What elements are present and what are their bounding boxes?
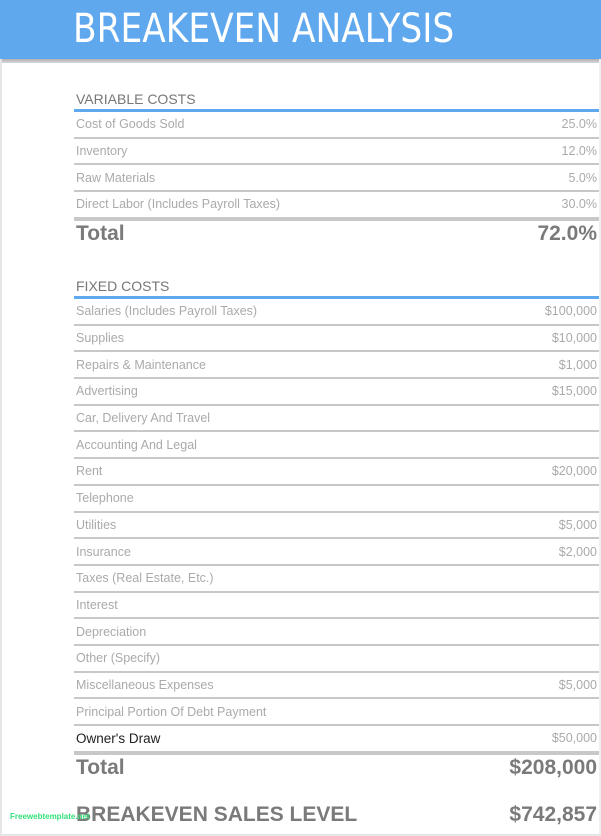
row-label: Owner's Draw bbox=[76, 730, 161, 746]
row-label: Direct Labor (Includes Payroll Taxes) bbox=[76, 197, 281, 212]
row-value[interactable]: $1,000 bbox=[558, 357, 597, 372]
table-row[interactable] bbox=[74, 299, 599, 326]
total-label: Total bbox=[76, 221, 125, 245]
table-row[interactable] bbox=[74, 646, 599, 673]
row-label: Inventory bbox=[76, 144, 128, 159]
row-label: Miscellaneous Expenses bbox=[76, 677, 214, 692]
table-row[interactable] bbox=[74, 192, 599, 219]
page-left-edge bbox=[0, 59, 2, 836]
row-value[interactable]: $5,000 bbox=[558, 517, 597, 532]
variable-costs-section bbox=[74, 89, 599, 247]
fixed-costs-title: FIXED COSTS bbox=[74, 276, 599, 299]
row-value[interactable]: $10,000 bbox=[551, 331, 597, 346]
row-label: Advertising bbox=[76, 384, 138, 399]
row-label: Cost of Goods Sold bbox=[76, 117, 185, 132]
total-value: $208,000 bbox=[509, 755, 597, 779]
page-title: BREAKEVEN ANALYSIS bbox=[73, 6, 455, 52]
total-label: Total bbox=[76, 755, 125, 779]
breakeven-sales-level-row bbox=[74, 803, 599, 827]
row-value[interactable]: 12.0% bbox=[561, 144, 597, 159]
row-value[interactable]: $2,000 bbox=[558, 544, 597, 559]
table-row[interactable] bbox=[74, 379, 599, 406]
row-label: Telephone bbox=[76, 491, 134, 506]
table-row[interactable] bbox=[74, 352, 599, 379]
row-value[interactable]: $100,000 bbox=[544, 304, 597, 319]
row-label: Raw Materials bbox=[76, 170, 156, 185]
row-label: Salaries (Includes Payroll Taxes) bbox=[76, 304, 258, 319]
table-row[interactable] bbox=[74, 112, 599, 139]
table-row[interactable] bbox=[74, 459, 599, 486]
table-row[interactable] bbox=[74, 619, 599, 646]
row-label: Principal Portion Of Debt Payment bbox=[76, 704, 267, 719]
row-label: Interest bbox=[76, 597, 118, 612]
fixed-costs-section bbox=[74, 276, 599, 781]
table-row[interactable] bbox=[74, 165, 599, 192]
row-value[interactable]: $5,000 bbox=[558, 677, 597, 692]
row-value[interactable]: 25.0% bbox=[561, 117, 597, 132]
table-row[interactable] bbox=[74, 326, 599, 353]
table-row[interactable] bbox=[74, 139, 599, 166]
table-row[interactable] bbox=[74, 486, 599, 513]
breakeven-label: BREAKEVEN SALES LEVEL bbox=[76, 803, 358, 826]
row-label: Utilities bbox=[76, 517, 117, 532]
row-value[interactable]: $20,000 bbox=[551, 464, 597, 479]
row-label: Car, Delivery And Travel bbox=[76, 411, 211, 426]
row-label: Supplies bbox=[76, 331, 124, 346]
row-value[interactable]: 30.0% bbox=[561, 197, 597, 212]
row-label: Other (Specify) bbox=[76, 651, 161, 666]
row-label: Insurance bbox=[76, 544, 131, 559]
row-value[interactable]: $15,000 bbox=[551, 384, 597, 399]
table-row[interactable] bbox=[74, 432, 599, 459]
table-row[interactable] bbox=[74, 593, 599, 620]
fixed-costs-total-row bbox=[74, 753, 599, 781]
variable-costs-title: VARIABLE COSTS bbox=[74, 89, 599, 112]
row-label: Depreciation bbox=[76, 624, 147, 639]
watermark: Freewebtemplate.net bbox=[10, 812, 90, 821]
table-row[interactable] bbox=[74, 699, 599, 726]
row-label: Repairs & Maintenance bbox=[76, 357, 206, 372]
table-row[interactable] bbox=[74, 566, 599, 593]
table-row[interactable] bbox=[74, 673, 599, 700]
total-value: 72.0% bbox=[537, 221, 597, 245]
table-row[interactable] bbox=[74, 726, 599, 753]
row-value[interactable]: 5.0% bbox=[568, 170, 597, 185]
row-label: Rent bbox=[76, 464, 103, 479]
row-label: Accounting And Legal bbox=[76, 437, 197, 452]
header-shadow bbox=[2, 59, 601, 63]
row-value[interactable]: $50,000 bbox=[551, 731, 597, 746]
table-row[interactable] bbox=[74, 406, 599, 433]
table-row[interactable] bbox=[74, 513, 599, 540]
variable-costs-total-row bbox=[74, 219, 599, 247]
breakeven-value: $742,857 bbox=[509, 803, 597, 826]
row-label: Taxes (Real Estate, Etc.) bbox=[76, 571, 214, 586]
table-row[interactable] bbox=[74, 539, 599, 566]
